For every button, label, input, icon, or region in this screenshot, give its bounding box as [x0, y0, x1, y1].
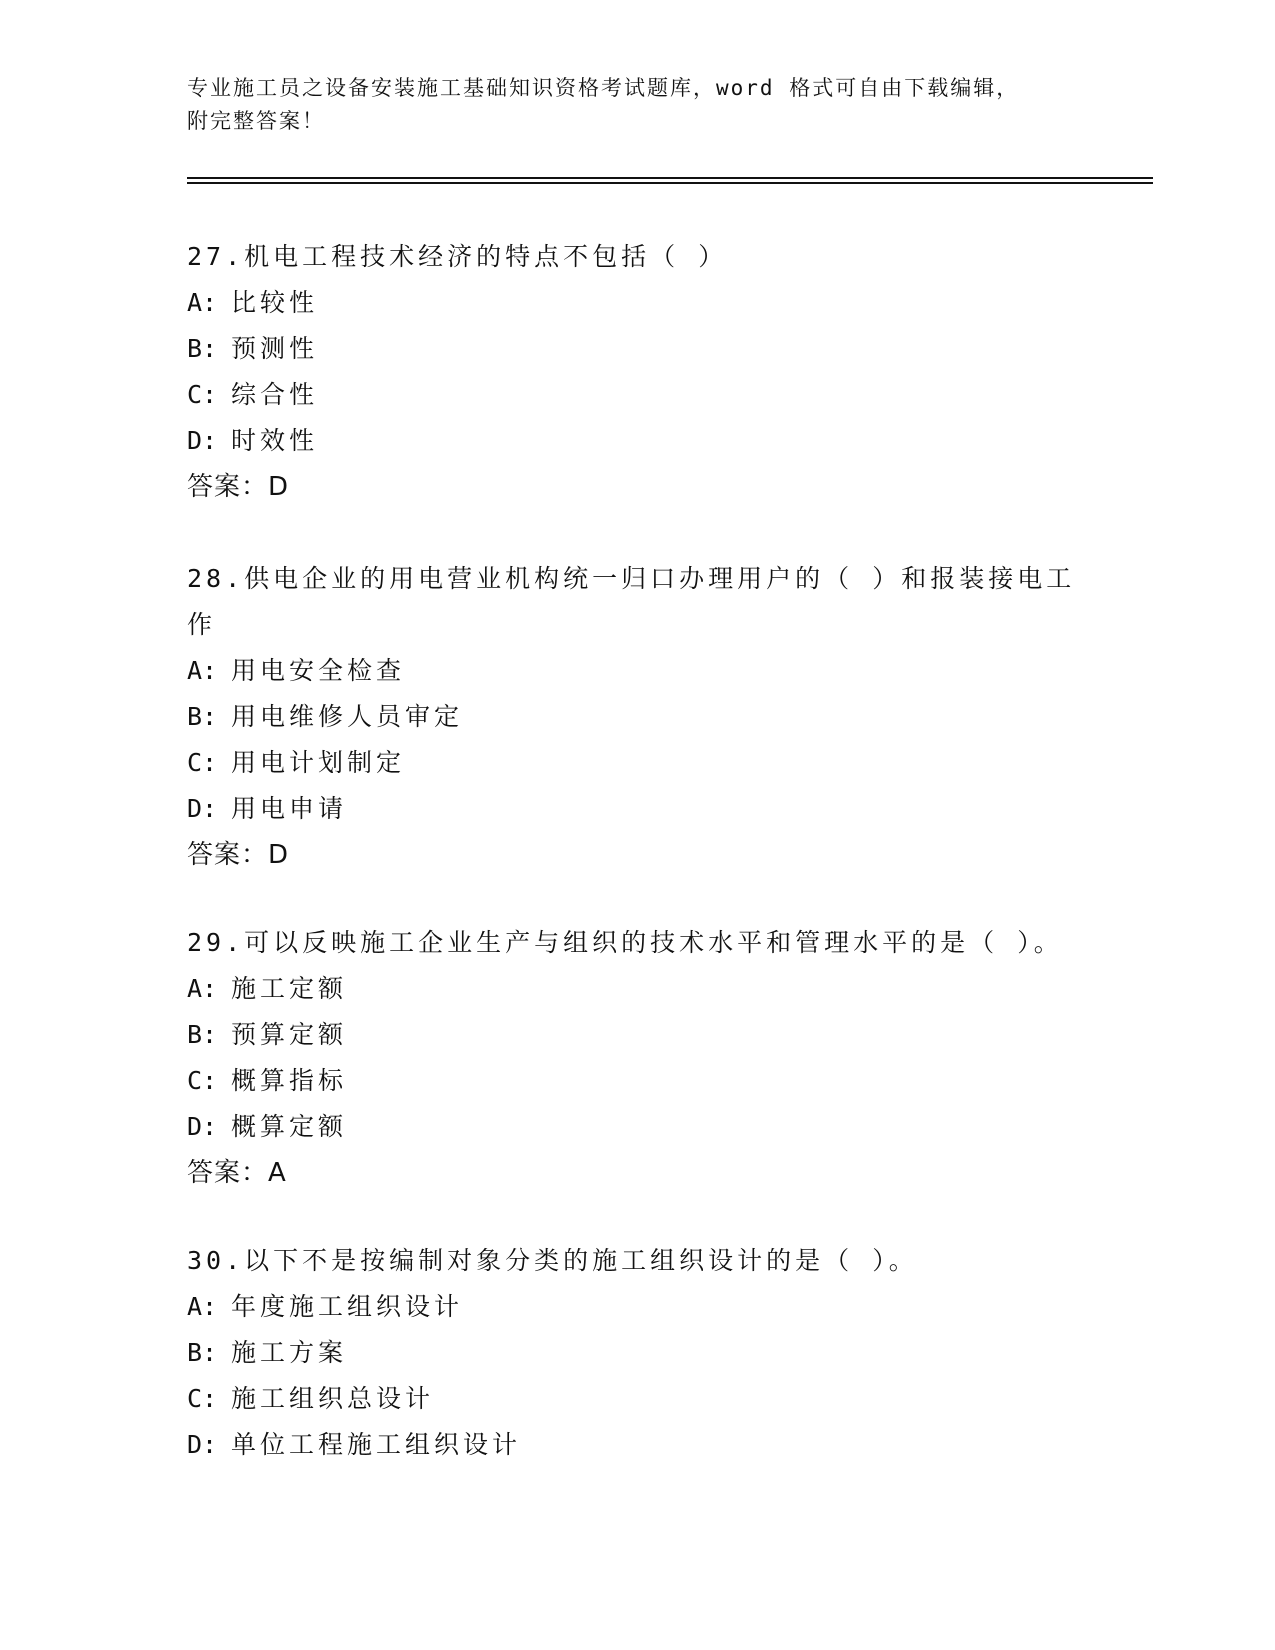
answer-line: 答案：A: [187, 1158, 287, 1188]
option-text: 概算定额: [231, 1112, 348, 1141]
option-a: [187, 280, 1067, 326]
option-c: [187, 1058, 1067, 1104]
option-text: 年度施工组织设计: [231, 1292, 464, 1321]
option-b: [187, 694, 1067, 740]
document-header: [187, 72, 1087, 138]
option-c: [187, 1376, 1067, 1422]
option-text: 预测性: [231, 334, 319, 363]
option-c: [187, 740, 1067, 786]
option-a: [187, 1284, 1067, 1330]
option-text: 预算定额: [231, 1020, 348, 1049]
option-letter: D:: [187, 1112, 218, 1141]
option-c: [187, 372, 1067, 418]
option-d: [187, 786, 1067, 832]
question-stem: [187, 234, 1067, 280]
question-stem: [187, 920, 1067, 966]
question-27: [187, 234, 1067, 510]
option-letter: D:: [187, 1430, 218, 1459]
option-letter: B:: [187, 702, 218, 731]
option-text: 施工定额: [231, 974, 348, 1003]
option-letter: B:: [187, 1338, 218, 1367]
option-d: [187, 1422, 1067, 1468]
question-29: [187, 920, 1067, 1196]
question-stem-line: 作: [187, 610, 217, 639]
header-line-2: 附完整答案！: [187, 109, 325, 133]
option-letter: C:: [187, 748, 218, 777]
option-b: [187, 1330, 1067, 1376]
question-stem: [187, 556, 1076, 648]
option-letter: A:: [187, 974, 218, 1003]
option-text: 概算指标: [231, 1066, 348, 1095]
option-text: 综合性: [231, 380, 319, 409]
header-line-1: 专业施工员之设备安装施工基础知识资格考试题库，word 格式可自由下载编辑，: [187, 76, 1020, 100]
option-b: [187, 1012, 1067, 1058]
option-text: 用电安全检查: [231, 656, 406, 685]
option-letter: A:: [187, 288, 218, 317]
question-30: [187, 1238, 1067, 1468]
question-stem: [187, 1238, 1067, 1284]
question-stem-line: 29.可以反映施工企业生产与组织的技术水平和管理水平的是（ ）。: [187, 928, 1063, 957]
option-text: 用电申请: [231, 794, 348, 823]
option-letter: A:: [187, 1292, 218, 1321]
option-text: 用电维修人员审定: [231, 702, 464, 731]
question-28: [187, 556, 1076, 878]
option-a: [187, 966, 1067, 1012]
question-stem-line: 28.供电企业的用电营业机构统一归口办理用户的（ ）和报装接电工: [187, 564, 1076, 593]
option-text: 施工方案: [231, 1338, 348, 1367]
header-divider-bottom: [187, 182, 1153, 184]
option-b: [187, 326, 1067, 372]
option-text: 单位工程施工组织设计: [231, 1430, 522, 1459]
option-letter: C:: [187, 1066, 218, 1095]
answer-line: 答案：D: [187, 472, 290, 502]
option-text: 用电计划制定: [231, 748, 406, 777]
option-text: 时效性: [231, 426, 319, 455]
question-stem-line: 27.机电工程技术经济的特点不包括（ ）: [187, 242, 728, 271]
option-letter: C:: [187, 1384, 218, 1413]
option-letter: C:: [187, 380, 218, 409]
option-letter: B:: [187, 334, 218, 363]
option-text: 比较性: [231, 288, 319, 317]
option-a: [187, 648, 1067, 694]
option-letter: D:: [187, 794, 218, 823]
option-letter: B:: [187, 1020, 218, 1049]
option-text: 施工组织总设计: [231, 1384, 435, 1413]
option-letter: D:: [187, 426, 218, 455]
question-stem-line: 30.以下不是按编制对象分类的施工组织设计的是（ ）。: [187, 1246, 918, 1275]
header-divider-top: [187, 177, 1153, 179]
option-d: [187, 1104, 1067, 1150]
answer-line: 答案：D: [187, 840, 290, 870]
option-letter: A:: [187, 656, 218, 685]
option-d: [187, 418, 1067, 464]
